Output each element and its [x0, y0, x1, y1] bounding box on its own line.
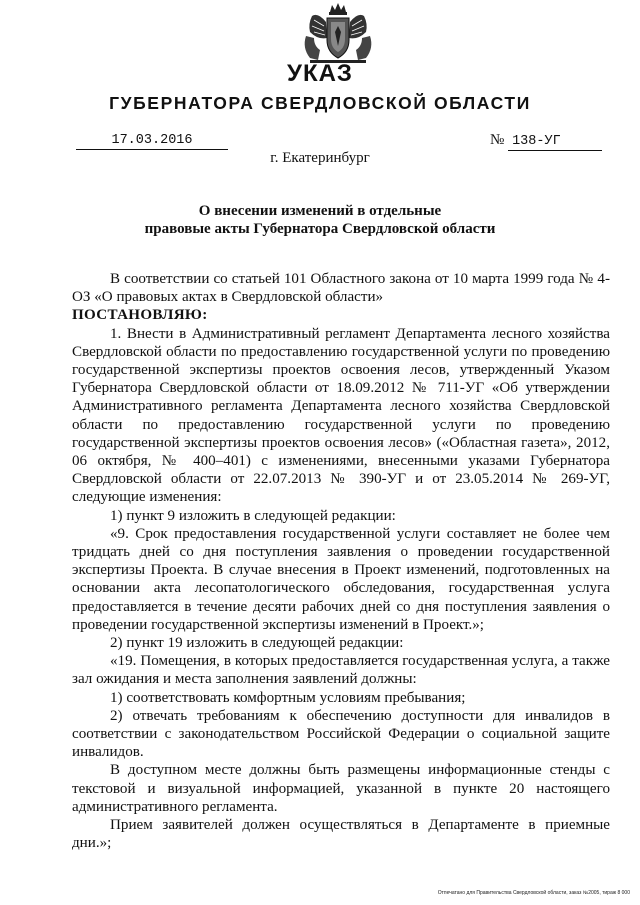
paragraph-2: 1) пункт 9 изложить в следующей редакции:	[110, 507, 396, 524]
paragraph-9: Прием заявителей должен осуществляться в Департаменте в приемные дни.»;	[72, 817, 610, 852]
paragraph-4: 2) пункт 19 изложить в следующей редакции:	[110, 635, 404, 652]
document-number-block	[490, 132, 612, 151]
paragraph-5: «19. Помещения, в которых предоставляется государственная услуга, а также зал ожидания и места заполнения заявлений должны:	[72, 653, 610, 688]
document-body	[72, 270, 610, 853]
paragraph-8: В доступном месте должны быть размещены информационные стенды с текстовой и визуальной информацией, указанной в пункте 20 настоящего административного регламента.	[72, 762, 610, 815]
document-type-heading: УКАЗ	[287, 60, 353, 87]
intro-paragraph: В соответствии со статьей 101 Областного закона от 10 марта 1999 года № 4-ОЗ «О правовых актах в Свердловской области»	[72, 271, 610, 306]
title-line-2: правовые акты Губернатора Свердловской области	[144, 221, 496, 237]
print-footer: Отпечатано для Правительства Свердловской области, заказ №2005, тираж 8 000	[437, 890, 630, 896]
document-date: 17.03.2016	[76, 132, 228, 150]
decree-word: ПОСТАНОВЛЯЮ:	[72, 307, 208, 324]
coat-of-arms-emblem-icon	[296, 2, 380, 64]
paragraph-7: 2) отвечать требованиям к обеспечению доступности для инвалидов в соответствии с законодательством Российской Федерации о социальной защите инвалидов.	[72, 707, 610, 761]
title-line-1: О внесении изменений в отдельные	[198, 203, 442, 219]
paragraph-6: 1) соответствовать комфортным условиям пребывания;	[110, 689, 466, 706]
paragraph-3: «9. Срок предоставления государственной услуги составляет не более чем тридцать дней со дня поступления заявления о проведении государственной экспертизы Проекта. В случае внесения в Проект изменений, подготовленных на основании акта лесопатологического обследования, государственная услуга предоставляется в течение десяти рабочих дней со дня поступления заявления о проведении государственной экспертизы изменений в Проект.»;	[72, 525, 610, 633]
city-line: г. Екатеринбург	[270, 150, 370, 166]
paragraph-1: 1. Внести в Административный регламент Департамента лесного хозяйства Свердловской области по предоставлению государственной услуги по проведению государственной экспертизы проектов освоения лесов, утвержденный Указом Губернатора Свердловской области от 18.09.2012 № 711-УГ «Об утверждении Административного регламента Департамента лесного хозяйства Свердловской области по предоставлению государственной услуги по проведению государственной экспертизы проектов освоения лесов» («Областная газета», 2012, 06 октября, № 400–401) с изменениями, внесенными указами Губернатора Свердловской области от 22.07.2013 № 390-УГ и от 23.05.2014 № 269-УГ, следующие изменения:	[72, 325, 610, 506]
document-title	[0, 202, 640, 238]
number-sign: №	[490, 132, 505, 148]
document-number: 138-УГ	[508, 133, 602, 151]
issuer-heading: ГУБЕРНАТОРА СВЕРДЛОВСКОЙ ОБЛАСТИ	[109, 93, 531, 113]
